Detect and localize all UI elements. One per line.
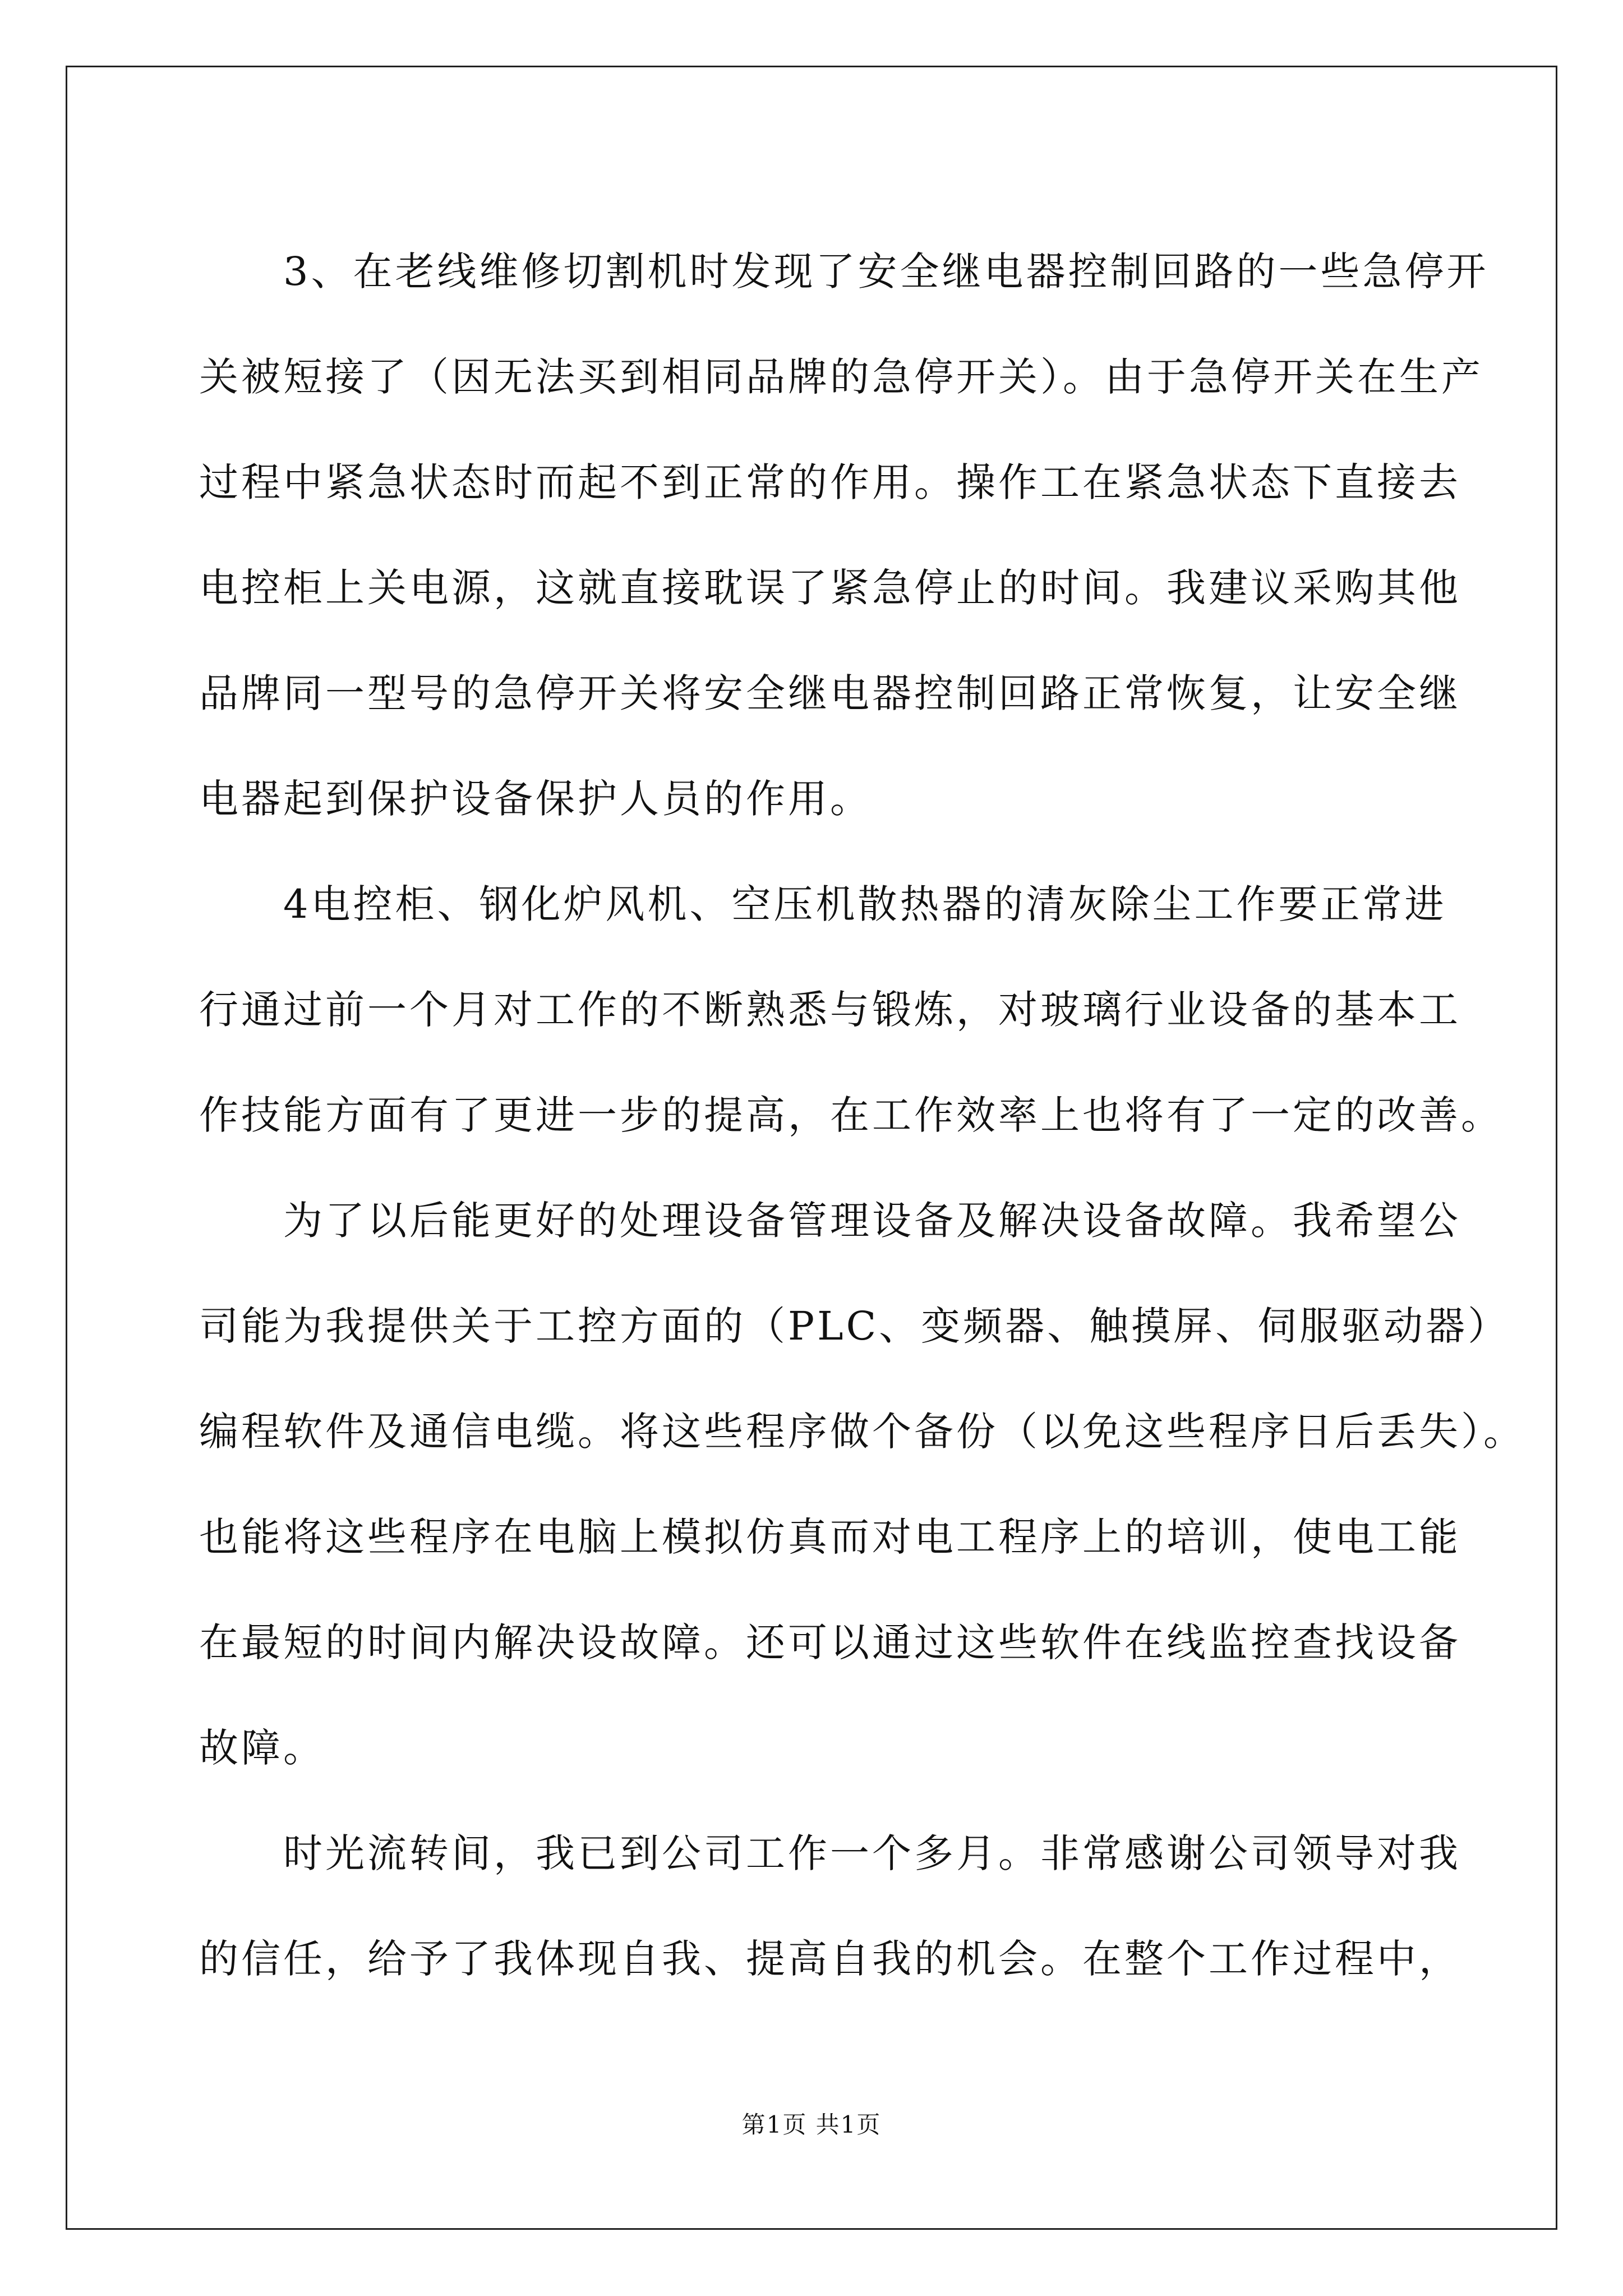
paragraph-line: 品牌同一型号的急停开关将安全继电器控制回路正常恢复，让安全继	[199, 670, 1461, 716]
page-footer: 第1页 共1页	[741, 2111, 882, 2138]
paragraph-line: 在最短的时间内解决设故障。还可以通过这些软件在线监控查找设备	[199, 1619, 1461, 1665]
paragraph-line: 电控柜上关电源，这就直接耽误了紧急停止的时间。我建议采购其他	[199, 565, 1461, 611]
paragraph-line: 的信任，给予了我体现自我、提高自我的机会。在整个工作过程中，	[199, 1936, 1461, 1982]
paragraph-line: 作技能方面有了更进一步的提高，在工作效率上也将有了一定的改善。	[199, 1092, 1503, 1138]
paragraph-line: 行通过前一个月对工作的不断熟悉与锻炼，对玻璃行业设备的基本工	[199, 987, 1461, 1033]
document-body	[199, 219, 1525, 2012]
paragraph-line: 时光流转间，我已到公司工作一个多月。非常感谢公司领导对我	[283, 1830, 1461, 1876]
paragraph-line: 为了以后能更好的处理设备管理设备及解决设备故障。我希望公	[283, 1198, 1461, 1244]
paragraph-line: 电器起到保护设备保护人员的作用。	[199, 776, 872, 822]
paragraph-line: 关被短接了（因无法买到相同品牌的急停开关）。由于急停开关在生产	[199, 354, 1483, 400]
paragraph-line: 司能为我提供关于工控方面的（PLC、变频器、触摸屏、伺服驱动器）	[199, 1303, 1510, 1349]
paragraph-line: 也能将这些程序在电脑上模拟仿真而对电工程序上的培训，使电工能	[199, 1514, 1461, 1560]
paragraph-line: 3、在老线维修切割机时发现了安全继电器控制回路的一些急停开	[283, 249, 1489, 295]
paragraph-line: 编程软件及通信电缆。将这些程序做个备份（以免这些程序日后丢失）。	[199, 1409, 1525, 1455]
paragraph-line: 故障。	[199, 1725, 325, 1771]
paragraph-line: 过程中紧急状态时而起不到正常的作用。操作工在紧急状态下直接去	[199, 459, 1461, 505]
paragraph-line: 4电控柜、钢化炉风机、空压机散热器的清灰除尘工作要正常进	[283, 881, 1447, 927]
